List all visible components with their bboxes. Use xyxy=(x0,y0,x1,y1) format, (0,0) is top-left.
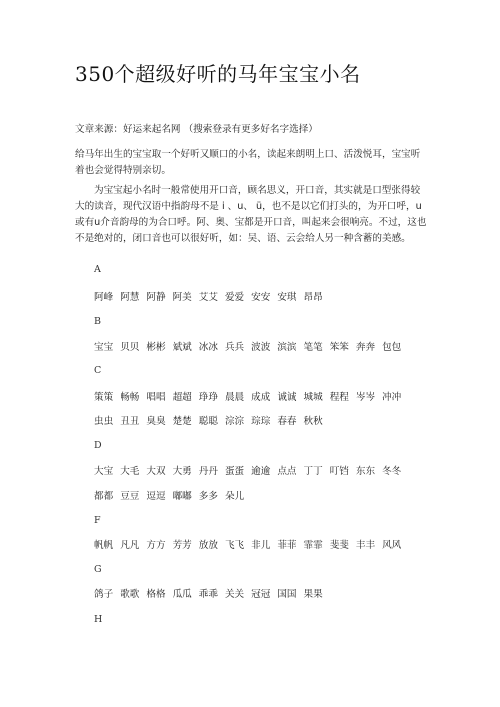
section-letter: A xyxy=(94,264,101,275)
name-item: 乖乖 xyxy=(198,589,218,600)
name-item: 爱爱 xyxy=(224,292,245,303)
name-item: 朵儿 xyxy=(224,491,245,502)
name-item: 丰丰 xyxy=(355,540,376,551)
name-item: 包包 xyxy=(382,342,402,353)
name-item: 非儿 xyxy=(251,540,271,551)
name-item: 逗逗 xyxy=(146,491,166,502)
body-paragraph: 为宝宝起小名时一般常使用开口音，顾名思义，开口音，其实就是口型张得较大的读音，现代汉语中指韵母不是 i 、u、 ü，也不是以它们打头的，为开口呼，u或有u介音韵母的为合口呼。阿、奥、宝都是开口音，叫起来会很响亮。不过，这也不是绝对的，闭口音也可以很好听，如：吴、语、云会给人另一种含蓄的美感。 xyxy=(75,185,427,244)
name-item: 笨笨 xyxy=(329,342,349,353)
name-item: 大毛 xyxy=(120,466,140,477)
name-item: 阿峰 xyxy=(94,292,114,303)
name-item: 飞飞 xyxy=(224,540,245,551)
name-item: 斌斌 xyxy=(172,342,192,353)
name-item: 大双 xyxy=(146,466,166,477)
name-item: 安琪 xyxy=(277,292,297,303)
name-item: 阿静 xyxy=(146,292,166,303)
name-item: 果果 xyxy=(303,589,323,600)
name-item: 冰冰 xyxy=(198,342,218,353)
name-item: 宝宝 xyxy=(94,342,114,353)
name-item: 帆帆 xyxy=(94,540,114,551)
name-item: 奔奔 xyxy=(355,342,376,353)
name-item: 琮琮 xyxy=(251,416,271,427)
name-row xyxy=(94,586,434,600)
name-item: 斐斐 xyxy=(329,540,349,551)
name-item: 东东 xyxy=(355,466,376,477)
name-item: 诚诚 xyxy=(277,392,297,403)
name-item: 秋秋 xyxy=(303,416,323,427)
name-row xyxy=(94,463,434,477)
name-item: 大勇 xyxy=(172,466,192,477)
name-item: 超超 xyxy=(172,392,192,403)
name-item: 豆豆 xyxy=(120,491,140,502)
name-item: 芳芳 xyxy=(172,540,192,551)
name-item: 国国 xyxy=(277,589,297,600)
name-item: 格格 xyxy=(146,589,166,600)
name-item: 聪聪 xyxy=(198,416,218,427)
name-item: 波波 xyxy=(251,342,271,353)
name-item: 岑岑 xyxy=(355,392,376,403)
name-item: 大宝 xyxy=(94,466,114,477)
name-item: 畅畅 xyxy=(120,392,140,403)
name-item: 城城 xyxy=(303,392,323,403)
name-item: 冲冲 xyxy=(382,392,402,403)
name-item: 楚楚 xyxy=(172,416,192,427)
name-item: 艾艾 xyxy=(198,292,218,303)
name-item: 臭臭 xyxy=(146,416,166,427)
name-item: 策策 xyxy=(94,392,114,403)
name-item: 瓜瓜 xyxy=(172,589,192,600)
name-item: 昂昂 xyxy=(303,292,323,303)
name-item: 关关 xyxy=(224,589,245,600)
name-item: 春春 xyxy=(277,416,297,427)
name-item: 兵兵 xyxy=(224,342,245,353)
name-item: 歌歌 xyxy=(120,589,140,600)
name-item: 阿美 xyxy=(172,292,192,303)
name-item: 嘟嘟 xyxy=(172,491,192,502)
name-item: 丑丑 xyxy=(120,416,140,427)
name-row xyxy=(94,488,434,502)
name-item: 成成 xyxy=(251,392,271,403)
name-item: 多多 xyxy=(198,491,218,502)
name-item: 丁丁 xyxy=(303,466,323,477)
name-item: 鸽子 xyxy=(94,589,114,600)
name-item: 冬冬 xyxy=(382,466,402,477)
name-item: 阿慧 xyxy=(120,292,140,303)
name-item: 唱唱 xyxy=(146,392,166,403)
name-row xyxy=(94,289,434,303)
name-item: 贝贝 xyxy=(120,342,140,353)
name-item: 冠冠 xyxy=(251,589,271,600)
name-row xyxy=(94,413,434,427)
intro-paragraph: 给马年出生的宝宝取一个好听又顺口的小名，读起来朗明上口、活泼悦耳，宝宝听着也会觉得特别亲切。 xyxy=(75,149,421,176)
name-item: 点点 xyxy=(277,466,297,477)
source-line: 文章来源：好运来起名网 （搜索登录有更多好名字选择） xyxy=(75,124,318,135)
name-item: 叮铛 xyxy=(329,466,349,477)
section-letter: D xyxy=(94,440,102,451)
name-item: 蛋蛋 xyxy=(224,466,245,477)
name-item: 程程 xyxy=(329,392,349,403)
name-item: 笔笔 xyxy=(303,342,323,353)
name-item: 安安 xyxy=(251,292,271,303)
name-item: 霏霏 xyxy=(303,540,323,551)
name-item: 彬彬 xyxy=(146,342,166,353)
name-row xyxy=(94,389,434,403)
section-letter: F xyxy=(94,515,101,526)
name-item: 凡凡 xyxy=(120,540,140,551)
name-row xyxy=(94,537,434,551)
name-item: 风风 xyxy=(382,540,402,551)
name-row xyxy=(94,339,434,353)
section-letter: C xyxy=(94,365,102,376)
name-item: 虫虫 xyxy=(94,416,114,427)
name-item: 都都 xyxy=(94,491,114,502)
section-letter: G xyxy=(94,564,102,575)
name-item: 滨滨 xyxy=(277,342,297,353)
name-item: 放放 xyxy=(198,540,218,551)
name-item: 晨晨 xyxy=(224,392,245,403)
name-item: 逾逾 xyxy=(251,466,271,477)
section-letter: B xyxy=(94,316,101,327)
section-letter: H xyxy=(94,614,103,625)
name-item: 琤琤 xyxy=(198,392,218,403)
name-item: 丹丹 xyxy=(198,466,218,477)
page-title: 350个超级好听的马年宝宝小名 xyxy=(75,62,361,86)
name-item: 菲菲 xyxy=(277,540,297,551)
name-item: 淙淙 xyxy=(224,416,245,427)
name-item: 方方 xyxy=(146,540,166,551)
